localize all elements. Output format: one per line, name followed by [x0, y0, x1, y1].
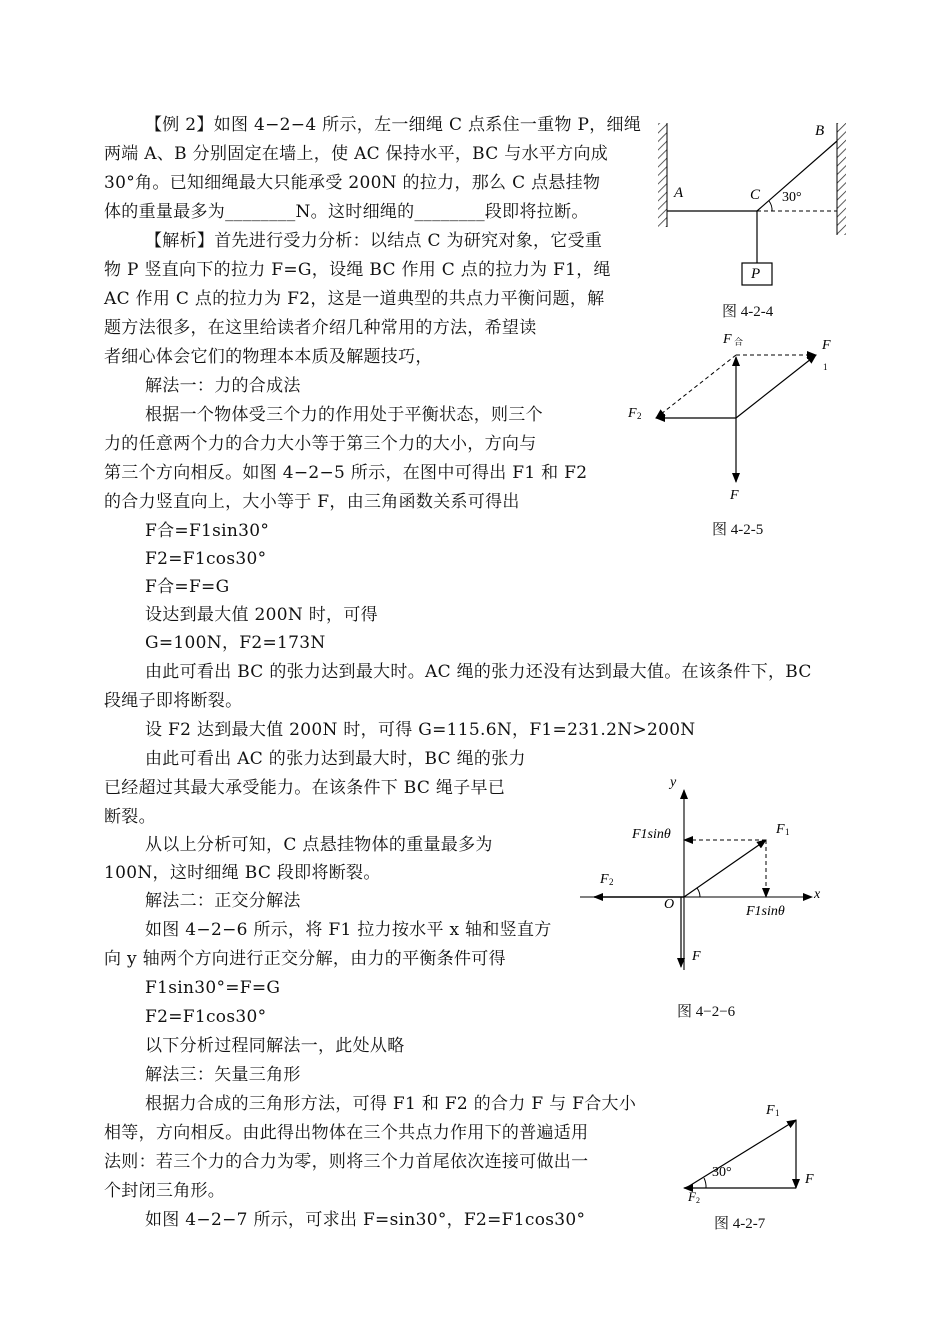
label-f1: F	[822, 338, 831, 353]
vector-f1	[736, 355, 816, 418]
method2-p2: 以下分析过程同解法一，此处从略	[145, 1036, 405, 1056]
method1-eq3: F合=F=G	[145, 577, 230, 597]
figure-4-2-4	[650, 115, 860, 315]
method2-eq1: F1sin30°=F=G	[145, 978, 281, 998]
caption-4-2-6: 图 4−2−6	[677, 1004, 736, 1020]
figure-4-2-6	[580, 770, 840, 980]
example-line-2: 两端 A、B 分别固定在墙上，使 AC 保持水平，BC 与水平方向成	[104, 144, 609, 164]
label-f: F	[805, 1172, 814, 1187]
angle-arc	[769, 201, 772, 211]
label-c: C	[750, 187, 761, 203]
method1-line-2: 力的任意两个力的合力大小等于第三个力的大小，方向与	[104, 434, 537, 454]
method2-p1b: 向 y 轴两个方向进行正交分解，由力的平衡条件可得	[104, 949, 506, 969]
method3-line-3: 法则：若三个力的合力为零，则将三个力首尾依次连接可做出一	[104, 1152, 589, 1172]
left-wall	[658, 123, 667, 227]
label-f1: F	[766, 1103, 775, 1118]
dashed-left	[656, 355, 736, 418]
analysis-line-2: 物 P 竖直向下的拉力 F=G，设绳 BC 作用 C 点的拉力为 F1，绳	[104, 260, 611, 280]
label-f2: F	[600, 872, 609, 887]
label-f2-sub: 2	[637, 411, 642, 421]
method1-p3b: 段绳子即将断裂。	[104, 691, 243, 711]
label-f-he: F	[723, 332, 732, 347]
method1-p6a: 从以上分析可知，C 点悬挂物体的重量最多为	[145, 835, 493, 855]
method1-p1: 设达到最大值 200N 时，可得	[145, 605, 378, 625]
label-a: A	[674, 185, 684, 201]
method3-title: 解法三：矢量三角形	[145, 1065, 301, 1085]
method1-p5a: 由此可看出 AC 的张力达到最大时，BC 绳的张力	[145, 749, 526, 769]
method1-eq2: F2=F1cos30°	[145, 549, 267, 569]
label-f1-sub: 1	[775, 1108, 780, 1118]
method1-p2: G=100N，F2=173N	[145, 633, 326, 653]
label-b: B	[815, 123, 825, 139]
label-o: O	[664, 897, 675, 912]
method1-p5b: 已经超过其最大承受能力。在该条件下 BC 绳子早已	[104, 778, 506, 798]
example-line-1: 【例 2】如图 4−2−4 所示，左一细绳 C 点系住一重物 P，细绳	[145, 115, 642, 135]
label-p: P	[751, 266, 761, 282]
method1-p4: 设 F2 达到最大值 200N 时，可得 G=115.6N，F1=231.2N>200N	[145, 720, 696, 740]
label-f: F	[692, 949, 701, 964]
label-f2-sub: 2	[696, 1196, 700, 1205]
method1-p6b: 100N，这时细绳 BC 段即将断裂。	[104, 863, 381, 883]
figure-4-2-5	[620, 325, 850, 505]
caption-4-2-7: 图 4-2-7	[714, 1216, 766, 1232]
method2-title: 解法二：正交分解法	[145, 891, 301, 911]
method1-eq1: F合=F1sin30°	[145, 521, 270, 541]
analysis-line-5: 者细心体会它们的物理本本质及解题技巧，	[104, 347, 433, 367]
analysis-line-1: 【解析】首先进行受力分析：以结点 C 为研究对象，它受重	[145, 231, 603, 251]
vector-f1	[684, 840, 766, 897]
angle-arc	[704, 1178, 706, 1188]
method1-title: 解法一：力的合成法	[145, 376, 301, 396]
angle-arc	[697, 888, 700, 897]
label-f2-sub: 2	[609, 877, 614, 887]
label-f1-sin-x: F1sinθ	[746, 904, 785, 919]
label-f1-sub: 1	[785, 827, 790, 837]
method1-p5c: 断裂。	[104, 807, 156, 827]
label-f1-sin-y: F1sinθ	[632, 827, 671, 842]
label-f: F	[730, 488, 739, 503]
label-f-he-sub: 合	[734, 337, 744, 347]
method1-line-4: 的合力竖直向上，大小等于 F，由三角函数关系可得出	[104, 492, 520, 512]
method2-p1a: 如图 4−2−6 所示，将 F1 拉力按水平 x 轴和竖直方	[145, 920, 552, 940]
label-y: y	[670, 775, 677, 790]
example-line-3: 30°角。已知细绳最大只能承受 200N 的拉力，那么 C 点悬挂物	[104, 173, 601, 193]
method1-p3a: 由此可看出 BC 的张力达到最大时。AC 绳的张力还没有达到最大值。在该条件下，BC	[145, 662, 812, 682]
method3-last: 如图 4−2−7 所示，可求出 F=sin30°，F2=F1cos30°	[145, 1210, 586, 1230]
example-line-4: 体的重量最多为________N。这时细绳的________段即将拉断。	[104, 202, 589, 222]
caption-4-2-4: 图 4-2-4	[722, 304, 774, 320]
label-f2: F	[628, 406, 637, 421]
label-x: x	[814, 887, 821, 902]
method1-line-1: 根据一个物体受三个力的作用处于平衡状态，则三个	[145, 405, 543, 425]
analysis-line-4: 题方法很多，在这里给读者介绍几种常用的方法，希望读	[104, 318, 537, 338]
label-angle: 30°	[782, 190, 802, 205]
figure-4-2-7	[670, 1100, 830, 1210]
vector-f1	[686, 1120, 796, 1188]
label-angle: 30°	[712, 1165, 732, 1180]
caption-4-2-5: 图 4-2-5	[712, 522, 764, 538]
method2-eq2: F2=F1cos30°	[145, 1007, 267, 1027]
method3-line-4: 个封闭三角形。	[104, 1181, 226, 1201]
analysis-line-3: AC 作用 C 点的拉力为 F2，这是一道典型的共点力平衡问题，解	[104, 289, 605, 309]
method3-line-2: 相等，方向相反。由此得出物体在三个共点力作用下的普遍适用	[104, 1123, 589, 1143]
method3-line-1: 根据力合成的三角形方法，可得 F1 和 F2 的合力 F 与 F合大小	[145, 1094, 637, 1114]
method1-line-3: 第三个方向相反。如图 4−2−5 所示，在图中可得出 F1 和 F2	[104, 463, 588, 483]
label-f1-sub: 1	[823, 362, 828, 372]
right-wall	[837, 123, 846, 235]
label-f2: F	[688, 1189, 696, 1204]
label-f1: F	[776, 822, 785, 837]
